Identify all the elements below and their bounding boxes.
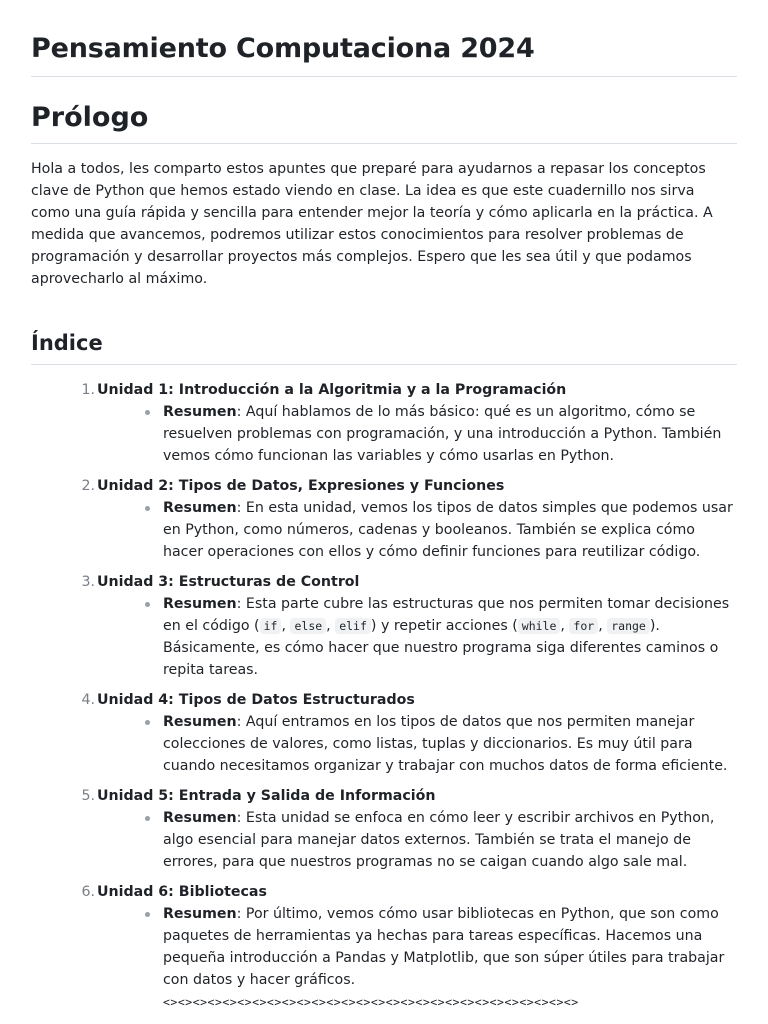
separator: ,: [326, 618, 336, 634]
code-else: else: [290, 618, 326, 634]
summary-list: [97, 903, 737, 1013]
summary-text: : Aquí hablamos de lo más básico: qué es un algoritmo, cómo se resuelven problemas con programación, y una introducción a Python. También vemos cómo funcionan las variables y cómo usarlas en Python.: [163, 404, 722, 464]
code-while: while: [518, 618, 561, 634]
bullet-icon: [145, 720, 150, 725]
summary-text: : Aquí entramos en los tipos de datos que nos permiten manejar colecciones de valores, como listas, tuplas y diccionarios. Es muy útil para cuando necesitamos organizar y trabajar con muchos datos de forma eficiente.: [163, 714, 728, 774]
summary-text: : Esta unidad se enfoca en cómo leer y escribir archivos en Python, algo esencial para manejar datos externos. También se trata el manejo de errores, para que nuestros programas no se caigan cuando algo sale mal.: [163, 810, 715, 870]
summary-item: [163, 593, 737, 681]
unit-title: Unidad 4: Tipos de Datos Estructurados: [97, 692, 415, 708]
list-number: 4.: [81, 692, 95, 708]
list-item: [81, 571, 737, 681]
summary-text: : Por último, vemos cómo usar bibliotecas en Python, que son como paquetes de herramientas ya hechas para tareas específicas. Hacemos una pequeña introducción a Pandas y Matplotlib, que son súper útiles para trabajar con datos y hacer gráficos.: [163, 906, 725, 988]
summary-item: [163, 807, 737, 873]
unit-title: Unidad 6: Bibliotecas: [97, 884, 267, 900]
prologo-paragraph: Hola a todos, les comparto estos apuntes que preparé para ayudarnos a repasar los conceptos clave de Python que hemos estado viendo en clase. La idea es que este cuadernillo nos sirva como una guía rápida y sencilla para entender mejor la teoría y cómo aplicarla en la práctica. A medida que avancemos, podremos utilizar estos conocimientos para resolver problemas de programación y desarrollar proyectos más complejos. Espero que les sea útil y que podamos aprovecharlo al máximo.: [31, 161, 713, 287]
unit-title: Unidad 2: Tipos de Datos, Expresiones y Funciones: [97, 478, 505, 494]
list-item: [81, 881, 737, 1013]
summary-list: [97, 497, 737, 563]
summary-label: Resumen: [163, 596, 237, 612]
list-item: [81, 785, 737, 873]
summary-text: : Esta parte cubre las estructuras que nos permiten tomar decisiones en el código (: [163, 596, 730, 634]
unit-title: Unidad 5: Entrada y Salida de Información: [97, 788, 436, 804]
code-if: if: [260, 618, 282, 634]
list-number: 3.: [81, 574, 95, 590]
bullet-icon: [145, 816, 150, 821]
unit-title: Unidad 3: Estructuras de Control: [97, 574, 360, 590]
code-elif: elif: [335, 618, 371, 634]
unit-list: [31, 379, 737, 1013]
summary-label: Resumen: [163, 810, 237, 826]
summary-item: [163, 401, 737, 467]
summary-label: Resumen: [163, 714, 237, 730]
list-item: [81, 689, 737, 777]
list-item: [81, 379, 737, 467]
summary-text: ) y repetir acciones (: [370, 618, 518, 634]
bullet-icon: [145, 410, 150, 415]
bullet-icon: [145, 506, 150, 511]
summary-label: Resumen: [163, 404, 237, 420]
bullet-icon: [145, 602, 150, 607]
list-number: 2.: [81, 478, 95, 494]
document-title: Pensamiento Computaciona 2024: [31, 30, 737, 77]
summary-label: Resumen: [163, 500, 237, 516]
list-number: 6.: [81, 884, 95, 900]
list-number: 5.: [81, 788, 95, 804]
summary-text: : En esta unidad, vemos los tipos de datos simples que podemos usar en Python, como números, cadenas y booleanos. También se explica cómo hacer operaciones con ellos y cómo definir funciones para reutilizar código.: [163, 500, 733, 560]
list-item: [81, 475, 737, 563]
code-for: for: [569, 618, 598, 634]
tag-sequence: <><><><><><><><><><><><><><><><><><><><><><><><><><><><>: [163, 995, 579, 1009]
summary-item: [163, 497, 737, 563]
summary-text: ). Básicamente, es cómo hacer que nuestro programa siga diferentes caminos o repita tareas.: [163, 618, 719, 678]
summary-list: [97, 711, 737, 777]
list-number: 1.: [81, 382, 95, 398]
summary-list: [97, 401, 737, 467]
summary-label: Resumen: [163, 906, 237, 922]
summary-item: [163, 903, 737, 1013]
prologo-heading: Prólogo: [31, 99, 737, 144]
code-range: range: [607, 618, 650, 634]
summary-list: [97, 807, 737, 873]
separator: ,: [281, 618, 291, 634]
separator: ,: [598, 618, 608, 634]
summary-item: [163, 711, 737, 777]
summary-list: [97, 593, 737, 681]
unit-title: Unidad 1: Introducción a la Algoritmia y a la Programación: [97, 382, 567, 398]
indice-heading: Índice: [31, 328, 737, 365]
bullet-icon: [145, 912, 150, 917]
separator: ,: [560, 618, 570, 634]
